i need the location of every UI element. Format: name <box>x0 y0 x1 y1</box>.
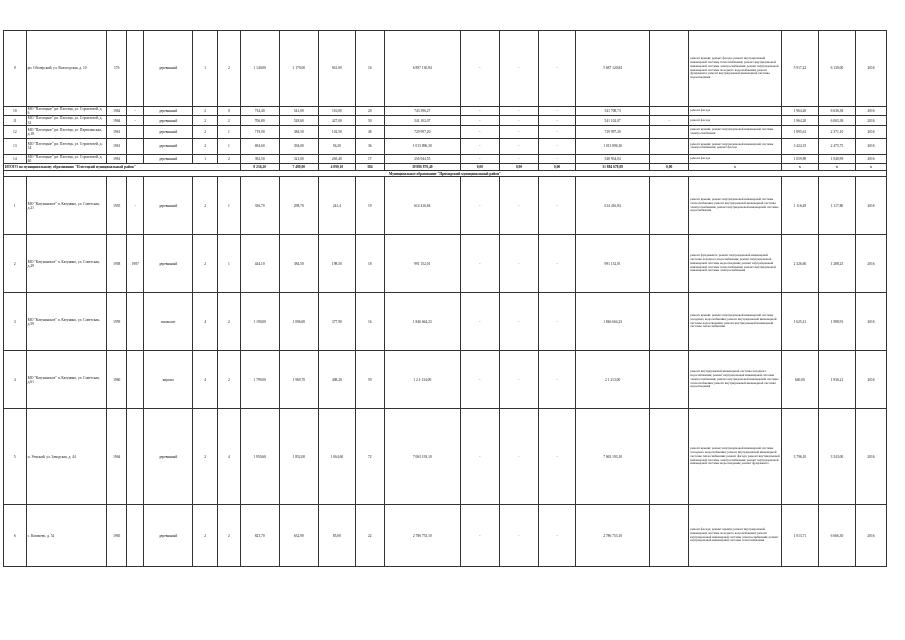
table-cell-u2: 1 288,25 <box>818 235 855 293</box>
table-cell-a2: 384,50 <box>279 235 318 293</box>
table-cell-f2: - <box>499 154 538 163</box>
table-cell-rec: 1987 <box>127 235 143 293</box>
table-cell-f1: - <box>460 177 499 235</box>
table-cell-yr: 2016 <box>855 31 886 107</box>
table-cell-n: 13 <box>4 138 27 154</box>
table-cell-a3: 85,00 <box>318 505 355 567</box>
table-cell-f2: - <box>499 505 538 567</box>
table-cell-f1: - <box>460 505 499 567</box>
table-cell-a1: 356,70 <box>240 177 279 235</box>
table-cell-f3: - <box>539 409 576 505</box>
table-cell-cost: 7 063 193,10 <box>384 409 460 505</box>
table-cell-oth <box>650 235 689 293</box>
table-cell-rec: - <box>127 107 143 116</box>
table-cell-f1: - <box>460 154 499 163</box>
table-cell-f1: - <box>460 293 499 351</box>
table-cell-a3: 1 064,60 <box>318 409 355 505</box>
table-cell-f3: - <box>539 154 576 163</box>
table-cell-ent: 2 <box>218 505 241 567</box>
table-cell-f2: - <box>499 409 538 505</box>
table-cell-a3: 408,20 <box>318 351 355 409</box>
total-cell-f2: 0,00 <box>499 164 538 171</box>
table-cell-oth <box>650 351 689 409</box>
table-cell-addr: МО "Катунинское" п. Катунино, ул. Советская, д.21 <box>26 177 106 235</box>
table-cell-mat: деревянный <box>143 31 192 107</box>
table-cell-a1: 1 140,00 <box>240 31 279 107</box>
table-cell-res: 16 <box>355 31 384 107</box>
table-cell-n: 10 <box>4 107 27 116</box>
table-cell-fl: 2 <box>193 125 218 138</box>
table-cell-fl: 2 <box>193 235 218 293</box>
table-cell-yr: 2016 <box>855 409 886 505</box>
table-cell-u2: 1 988,91 <box>818 293 855 351</box>
total-cell-a2: 7 490,00 <box>279 164 318 171</box>
table-cell-a3: 241,4 <box>318 177 355 235</box>
table-cell-a3: 265,40 <box>318 154 355 163</box>
table-cell-rec <box>127 409 143 505</box>
total-label: ИТОГО по муниципальному образованию "Плесецкий муниципальный район" <box>4 164 241 171</box>
table-cell-oth <box>650 177 689 235</box>
table-cell-a2: 298,70 <box>279 177 318 235</box>
table-cell-u1: 3 424,15 <box>781 138 818 154</box>
table-cell-rec <box>127 138 143 154</box>
table-row <box>4 235 887 293</box>
table-cell-own: 548 934,04 <box>576 154 650 163</box>
table-cell-fl: 4 <box>193 351 218 409</box>
table-cell-own: 541 708,73 <box>576 107 650 116</box>
table-cell-f1: - <box>460 351 499 409</box>
table-cell-u1: 1 116,28 <box>781 177 818 235</box>
table-cell-ent: 2 <box>218 116 241 125</box>
table-cell-ent: 4 <box>218 409 241 505</box>
table-cell-work: ремонт крыши; ремонт внутридомовой инженерной системы теплоснабжения; ремонт внутридомовой инженерной системы электроснабжения; ремонт внутридомовой инженерной системы водоснабжения <box>689 177 782 235</box>
section-title: Муниципальное образование "Приморский муниципальный район" <box>4 171 887 177</box>
table-cell-rec <box>127 505 143 567</box>
table-cell-f3: - <box>539 505 576 567</box>
table-cell-oth <box>650 107 689 116</box>
table-cell-fl: 2 <box>193 138 218 154</box>
table-cell-addr: рп. Обозерский, ул. Вологодская, д. 10 <box>26 31 106 107</box>
table-cell-cost: 729 997,20 <box>384 125 460 138</box>
table-cell-a2: 528,60 <box>279 116 318 125</box>
total-cell-f1: 0,00 <box>460 164 499 171</box>
table-cell-f3: - <box>539 107 576 116</box>
table-cell-f1: - <box>460 31 499 107</box>
total-cell-yr: х <box>855 164 886 171</box>
total-cell-own: 31 884 678,08 <box>576 164 650 171</box>
table-cell-f3: - <box>539 351 576 409</box>
table-cell-a1: 734,40 <box>240 107 279 116</box>
table-cell-fl: 2 <box>193 177 218 235</box>
table-cell-res: 19 <box>355 177 384 235</box>
table-cell-res: 48 <box>355 125 384 138</box>
table-cell-res: 59 <box>355 351 384 409</box>
table-cell-ent: 1 <box>218 177 241 235</box>
table-cell-n: 6 <box>4 505 27 567</box>
table-cell-mat: шлаколит <box>143 293 192 351</box>
table-cell-u2: 6 666,30 <box>818 505 855 567</box>
table-row <box>4 31 887 107</box>
table-cell-addr: МО "Плесецкое" рп. Плесецк, ул. Строителей, д. 6 <box>26 107 106 116</box>
table-cell-cost: 256 944,55 <box>384 154 460 163</box>
table-cell-year: 1965 <box>106 505 127 567</box>
table-cell-f2: - <box>499 138 538 154</box>
table-cell-yr: 2016 <box>855 505 886 567</box>
table-cell-a2: 1 170,00 <box>279 31 318 107</box>
table-cell-addr: МО "Катунинское" п. Катунино, ул. Советская, д.61 <box>26 351 106 409</box>
total-cell-res: 384 <box>355 164 384 171</box>
table-cell-fl: 2 <box>193 409 218 505</box>
table-cell-ent: 1 <box>218 125 241 138</box>
table-cell-a3: 427,00 <box>318 116 355 125</box>
table-row <box>4 154 887 163</box>
table-cell-yr: 2016 <box>855 177 886 235</box>
table-cell-oth <box>650 293 689 351</box>
table-cell-mat: деревянный <box>143 505 192 567</box>
table-cell-rec: - <box>127 177 143 235</box>
table-cell-f2: - <box>499 177 538 235</box>
table-cell-n: 1 <box>4 177 27 235</box>
table-cell-a3: 102,50 <box>318 125 355 138</box>
table-cell-yr: 2016 <box>855 125 886 138</box>
table-cell-year: 1961 <box>106 138 127 154</box>
table-cell-u1: 640,00 <box>781 351 818 409</box>
table-cell-addr: МО "Плесецкое" рп. Плесецк, ул. Строителей, д. 34 <box>26 138 106 154</box>
table-cell-a1: 1 799,00 <box>240 351 279 409</box>
table-cell-own: 1 846 664,23 <box>576 293 650 351</box>
table-cell-f2: - <box>499 31 538 107</box>
total-cell-a1: 8 236,20 <box>240 164 279 171</box>
table-cell-work: ремонт крыши; ремонт внутридомовой инженерной системы холодного водоснабжения; ремонт внутридомовой инженерной системы водоотведения; ремонт внутридомовой инженерной системы теплоснабжения <box>689 293 782 351</box>
table-cell-u1: 3 796,10 <box>781 409 818 505</box>
table-cell-year: 1958 <box>106 235 127 293</box>
table-cell-fl: 2 <box>193 107 218 116</box>
table-cell-ent: 0 <box>218 107 241 116</box>
table-cell-own: 2 1 213,00 <box>576 351 650 409</box>
table-cell-u2: 1 040,99 <box>818 154 855 163</box>
table-cell-u1: 1 964,20 <box>781 116 818 125</box>
table-cell-u1: 2 326,60 <box>781 235 818 293</box>
table-cell-a1: 1 190,00 <box>240 293 279 351</box>
table-cell-u2: 6 130,00 <box>818 31 855 107</box>
table-cell-res: 72 <box>355 409 384 505</box>
table-cell-work: ремонт фасада <box>689 154 782 163</box>
table-row <box>4 138 887 154</box>
table-cell-f1: - <box>460 235 499 293</box>
table-cell-n: 2 <box>4 235 27 293</box>
table-cell-work: ремонт крыши; ремонт внутридомовой инженерной системы электроснабжения <box>689 125 782 138</box>
table-cell-f1: - <box>460 125 499 138</box>
capital-repair-table <box>3 30 887 567</box>
table-cell-work: ремонт фасада <box>689 107 782 116</box>
table-cell-year: 1964 <box>106 116 127 125</box>
total-row <box>4 164 887 171</box>
table-cell-year: 1962 <box>106 107 127 116</box>
total-cell-f3: 0,00 <box>539 164 576 171</box>
table-cell-f1: - <box>460 107 499 116</box>
table-cell-u2: 6 065,38 <box>818 116 855 125</box>
table-cell-u1: 1 895,61 <box>781 125 818 138</box>
table-cell-yr: 2016 <box>855 351 886 409</box>
table-cell-f2: - <box>499 116 538 125</box>
table-cell-own: 7 063 193,10 <box>576 409 650 505</box>
table-cell-yr: 2016 <box>855 235 886 293</box>
table-cell-f1: - <box>460 116 499 125</box>
table-cell-a2: 1 852,00 <box>279 409 318 505</box>
table-cell-u2: 1 117,80 <box>818 177 855 235</box>
table-cell-oth <box>650 31 689 107</box>
table-cell-fl: 2 <box>193 505 218 567</box>
table-cell-u1: 5 917,22 <box>781 31 818 107</box>
table-cell-f1: - <box>460 409 499 505</box>
table-cell-a1: 823,70 <box>240 505 279 567</box>
table-cell-addr: МО "Плесецкое" рп. Плесецк, ул. Строителей, д. 32 <box>26 116 106 125</box>
table-cell-oth <box>650 505 689 567</box>
table-cell-year: 176 <box>106 31 127 107</box>
table-cell-fl: 4 <box>193 293 218 351</box>
table-cell-year: 1955 <box>106 177 127 235</box>
table-cell-addr: п. Уемский, ул. Заводская, д. 44 <box>26 409 106 505</box>
table-cell-oth <box>650 154 689 163</box>
table-cell-mat: деревянный <box>143 154 192 163</box>
table-cell-a1: 706,80 <box>240 116 279 125</box>
table-cell-cost: 991 152,01 <box>384 235 460 293</box>
table-cell-year: 1964 <box>106 409 127 505</box>
table-cell-a2: 321,00 <box>279 154 318 163</box>
table-cell-u2: 6 636,38 <box>818 107 855 116</box>
table-cell-work: ремонт фасада; ремонт крыши; ремонт внутридомовой инженерной системы холодного водоснабжения; ремонт внутридомовой инженерной системы электроснабжения; ремонт внутридомовой инженерной системы теплоснабжения <box>689 505 782 567</box>
table-cell-cost: 1 013 896,30 <box>384 138 460 154</box>
table-cell-fl: 1 <box>193 154 218 163</box>
table-cell-f3: - <box>539 177 576 235</box>
table-cell-a1: 694,60 <box>240 138 279 154</box>
table-row <box>4 107 887 116</box>
table-cell-a3: 198,50 <box>318 235 355 293</box>
table-cell-oth <box>650 409 689 505</box>
table-cell-n: 14 <box>4 154 27 163</box>
table-cell-own: 729 997,20 <box>576 125 650 138</box>
table-cell-ent: 2 <box>218 293 241 351</box>
table-cell-n: 3 <box>4 293 27 351</box>
table-cell-f2: - <box>499 351 538 409</box>
table-cell-own: 2 786 753,10 <box>576 505 650 567</box>
table-cell-cost: 1 2 4 134,00 <box>384 351 460 409</box>
table-cell-f3: - <box>539 138 576 154</box>
table-row <box>4 293 887 351</box>
table-cell-fl: 2 <box>193 116 218 125</box>
table-cell-rec <box>127 293 143 351</box>
table-row <box>4 351 887 409</box>
table-cell-mat: деревянный <box>143 125 192 138</box>
table-cell-a2: 1 969,70 <box>279 351 318 409</box>
table-cell-mat: деревянный <box>143 235 192 293</box>
table-cell-f3: - <box>539 235 576 293</box>
table-cell-year: 1959 <box>106 293 127 351</box>
table-cell-cost: 6 897 130,84 <box>384 31 460 107</box>
table-cell-n: 11 <box>4 116 27 125</box>
table-cell-u2: 2 371,10 <box>818 125 855 138</box>
table-cell-res: 50 <box>355 116 384 125</box>
total-cell-a3: 4 090,10 <box>318 164 355 171</box>
table-cell-a2: 541,00 <box>279 107 318 116</box>
table-cell-res: 22 <box>355 505 384 567</box>
table-cell-cost: 614 416,84 <box>384 177 460 235</box>
table-cell-mat: кирпич <box>143 351 192 409</box>
table-cell-ent: 2 <box>218 351 241 409</box>
table-cell-a3: 56,20 <box>318 138 355 154</box>
table-cell-cost: 2 786 753,10 <box>384 505 460 567</box>
table-cell-year: 1960 <box>106 351 127 409</box>
table-cell-work: ремонт внутридомовой инженерной системы холодного водоснабжения; ремонт внутридомовой инженерной системы электроснабжения; ремонт внутридомовой инженерной системы теплоснабжения; ремонт внутридомовой инженерной системы водоотведения <box>689 351 782 409</box>
table-cell-cost: 1 846 664,23 <box>384 293 460 351</box>
table-cell-f2: - <box>499 107 538 116</box>
total-cell-cost: 39 886 870,40 <box>384 164 460 171</box>
table-cell-n: 4 <box>4 351 27 409</box>
table-cell-res: 18 <box>355 235 384 293</box>
table-cell-work: ремонт крыши; ремонт внутридомовой инженерной системы холодного водоснабжения; ремонт внутридомовой инженерной системы теплоснабжения; ремонт фасада; ремонт внутридомовой инженерной системы электроснабжения; ремонт внутридомовой инженерной системы водоотведения; ремонт фундамента <box>689 409 782 505</box>
table-cell-u1: 1 625,41 <box>781 293 818 351</box>
table-cell-res: 20 <box>355 107 384 116</box>
table-cell-res: 36 <box>355 138 384 154</box>
table-cell-a3: 116,00 <box>318 107 355 116</box>
table-row <box>4 125 887 138</box>
table-cell-rec: - <box>127 116 143 125</box>
table-cell-year: 1961 <box>106 125 127 138</box>
table-cell-addr: МО "Катунинское" п. Катунино, ул. Советская, д.59 <box>26 293 106 351</box>
table-cell-cost: 743 396,27 <box>384 107 460 116</box>
table-cell-oth: - <box>650 116 689 125</box>
table-cell-mat: деревянный <box>143 116 192 125</box>
table-cell-rec <box>127 351 143 409</box>
table-cell-ent: 1 <box>218 235 241 293</box>
table-cell-f3: - <box>539 116 576 125</box>
table-cell-a3: 941,00 <box>318 31 355 107</box>
table-cell-u2: 3 543,00 <box>818 409 855 505</box>
table-cell-own: 991 152,01 <box>576 235 650 293</box>
table-cell-a1: 1 950,60 <box>240 409 279 505</box>
table-cell-a2: 394,00 <box>279 138 318 154</box>
table-cell-u2: 1 936,21 <box>818 351 855 409</box>
table-cell-own: 1 013 896,30 <box>576 138 650 154</box>
table-cell-a3: 377,90 <box>318 293 355 351</box>
table-row <box>4 177 887 235</box>
table-cell-f2: - <box>499 125 538 138</box>
table-cell-yr: 2016 <box>855 107 886 116</box>
table-cell-year: 1961 <box>106 154 127 163</box>
table-cell-cost: 541 102,07 <box>384 116 460 125</box>
table-cell-rec <box>127 125 143 138</box>
table-cell-oth <box>650 138 689 154</box>
table-cell-yr: 2016 <box>855 138 886 154</box>
table-cell-a2: 384,50 <box>279 125 318 138</box>
table-cell-addr: МО "Плесецкое" рп. Плесецк, ул. Партизанская, д.18 <box>26 125 106 138</box>
table-cell-a1: 444,10 <box>240 235 279 293</box>
table-cell-mat: деревянный <box>143 177 192 235</box>
table-cell-f3: - <box>539 31 576 107</box>
table-cell-mat: деревянный <box>143 138 192 154</box>
table-cell-a1: 392,50 <box>240 154 279 163</box>
table-cell-addr: МО "Плесецкое" рп. Плесецк, ул. Строителей, д. 40 <box>26 154 106 163</box>
table-cell-yr: 2016 <box>855 154 886 163</box>
table-cell-f1: - <box>460 138 499 154</box>
table-cell-yr: 2016 <box>855 116 886 125</box>
table-cell-addr: МО "Катунинское" п. Катунино, ул. Советская, д.29 <box>26 235 106 293</box>
table-row <box>4 505 887 567</box>
table-cell-rec <box>127 154 143 163</box>
table-cell-ent: 2 <box>218 31 241 107</box>
table-cell-u1: 1 964,20 <box>781 107 818 116</box>
table-cell-f3: - <box>539 125 576 138</box>
table-cell-ent: 1 <box>218 138 241 154</box>
table-cell-work: ремонт фасада <box>689 116 782 125</box>
total-cell-u2: х <box>818 164 855 171</box>
total-cell-oth: 0,00 <box>650 164 689 171</box>
table-cell-mat: деревянный <box>143 107 192 116</box>
table-cell-ent: 2 <box>218 154 241 163</box>
table-cell-work: ремонт крыши; ремонт фасада; ремонт внутридомовой инженерной системы теплоснабжения; ремонт внутридомовой инженерной системы электроснабжения; ремонт внутридомовой инженерной системы холодного водоснабжения; ремонт фундамента; ремонт внутридомовой инженерной системы водоотведения <box>689 31 782 107</box>
table-cell-a1: 719,00 <box>240 125 279 138</box>
table-cell-u1: 1 059,89 <box>781 154 818 163</box>
table-cell-res: 16 <box>355 293 384 351</box>
total-cell-u1: х <box>781 164 818 171</box>
table-cell-f3: - <box>539 293 576 351</box>
table-cell-work: ремонт фундамента; ремонт внутридомовой инженерной системы холодного водоснабжения; ремонт внутридомовой инженерной системы водоотведения; ремонт внутридомовой инженерной системы теплоснабжения; ремонт внутридомовой инженерной системы электроснабжения <box>689 235 782 293</box>
table-cell-own: 5 687 120,84 <box>576 31 650 107</box>
total-cell-work: х <box>689 164 782 171</box>
table-cell-u2: 2 475,75 <box>818 138 855 154</box>
table-cell-a2: 632,90 <box>279 505 318 567</box>
table-cell-a2: 1 096,00 <box>279 293 318 351</box>
table-cell-rec <box>127 31 143 107</box>
table-row <box>4 116 887 125</box>
table-cell-res: 17 <box>355 154 384 163</box>
table-cell-yr: 2016 <box>855 293 886 351</box>
table-cell-own: 614 416,84 <box>576 177 650 235</box>
table-cell-mat: деревянный <box>143 409 192 505</box>
table-cell-addr: с. Копачево, д. 52 <box>26 505 106 567</box>
table-cell-n: 12 <box>4 125 27 138</box>
table-cell-n: 5 <box>4 409 27 505</box>
table-cell-u1: 1 013,71 <box>781 505 818 567</box>
table-cell-own: 541 102,07 <box>576 116 650 125</box>
table-cell-f2: - <box>499 293 538 351</box>
table-cell-f2: - <box>499 235 538 293</box>
table-cell-n: 9 <box>4 31 27 107</box>
table-cell-oth <box>650 125 689 138</box>
table-cell-work: ремонт крыши; ремонт внутридомовой инженерной системы электроснабжения; ремонт фасада <box>689 138 782 154</box>
table-row <box>4 409 887 505</box>
table-cell-fl: 1 <box>193 31 218 107</box>
